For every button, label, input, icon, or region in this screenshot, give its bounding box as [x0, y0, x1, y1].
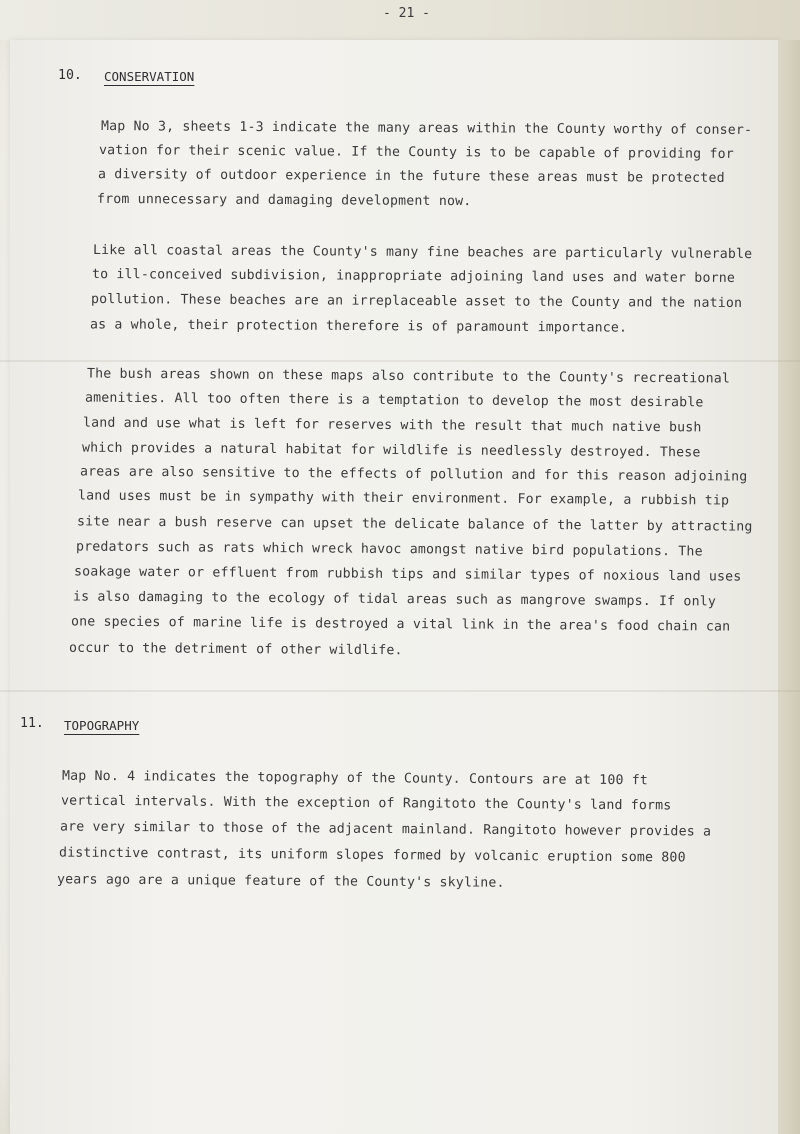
- text-line: one species of marine life is destroyed a vital link in the area's food chain can: [70, 614, 731, 635]
- text-line: land and use what is left for reserves with the result that much native bush: [82, 415, 702, 436]
- fold-line: [0, 360, 800, 362]
- text-line: are very similar to those of the adjacent mainland. Rangitoto however provides a: [59, 819, 712, 840]
- text-line: vation for their scenic value. If the County is to be capable of providing for: [98, 143, 734, 162]
- text-line: amenities. All too often there is a temptation to develop the most desirable: [84, 390, 704, 411]
- page-edge: [778, 40, 800, 1134]
- text-line: pollution. These beaches are an irreplaceable asset to the County and the nation: [90, 292, 743, 311]
- section-title: TOPOGRAPHY: [64, 718, 140, 733]
- text-line: vertical intervals. With the exception of Rangitoto the County's land forms: [60, 793, 672, 814]
- section-number: 10.: [58, 68, 82, 83]
- text-line: from unnecessary and damaging development now.: [96, 191, 472, 210]
- text-line: is also damaging to the ecology of tidal areas such as mangrove swamps. If only: [72, 589, 717, 610]
- text-line: distinctive contrast, its uniform slopes formed by volcanic eruption some 800: [58, 845, 686, 866]
- text-line: Map No. 4 indicates the topography of the County. Contours are at 100 ft: [61, 768, 649, 789]
- page-number: - 21 -: [383, 6, 430, 21]
- text-line: Like all coastal areas the County's many fine beaches are particularly vulnerable: [92, 242, 753, 263]
- text-line: occur to the detriment of other wildlife.: [68, 640, 403, 659]
- text-line: to ill-conceived subdivision, inappropriate adjoining land uses and water borne: [91, 267, 736, 286]
- section-number: 11.: [20, 716, 44, 731]
- text-line: years ago are a unique feature of the County's skyline.: [56, 872, 505, 891]
- text-line: predators such as rats which wreck havoc amongst native bird populations. The: [75, 539, 703, 560]
- text-line: soakage water or effluent from rubbish tips and similar types of noxious land uses: [73, 564, 742, 585]
- text-line: land uses must be in sympathy with their environment. For example, a rubbish tip: [77, 488, 730, 509]
- text-line: a diversity of outdoor experience in the future these areas must be protected: [97, 167, 725, 186]
- text-line: areas are also sensitive to the effects of pollution and for this reason adjoining: [79, 464, 748, 485]
- text-line: Map No 3, sheets 1-3 indicate the many areas within the County worthy of conser-: [100, 119, 753, 138]
- text-line: The bush areas shown on these maps also contribute to the County's recreational: [86, 366, 731, 387]
- text-line: as a whole, their protection therefore is of paramount importance.: [89, 317, 628, 336]
- section-title: CONSERVATION: [104, 69, 195, 84]
- text-line: site near a bush reserve can upset the delicate balance of the latter by attracting: [76, 514, 753, 535]
- fold-line: [0, 690, 800, 692]
- text-line: which provides a natural habitat for wildlife is needlessly destroyed. These: [81, 440, 701, 461]
